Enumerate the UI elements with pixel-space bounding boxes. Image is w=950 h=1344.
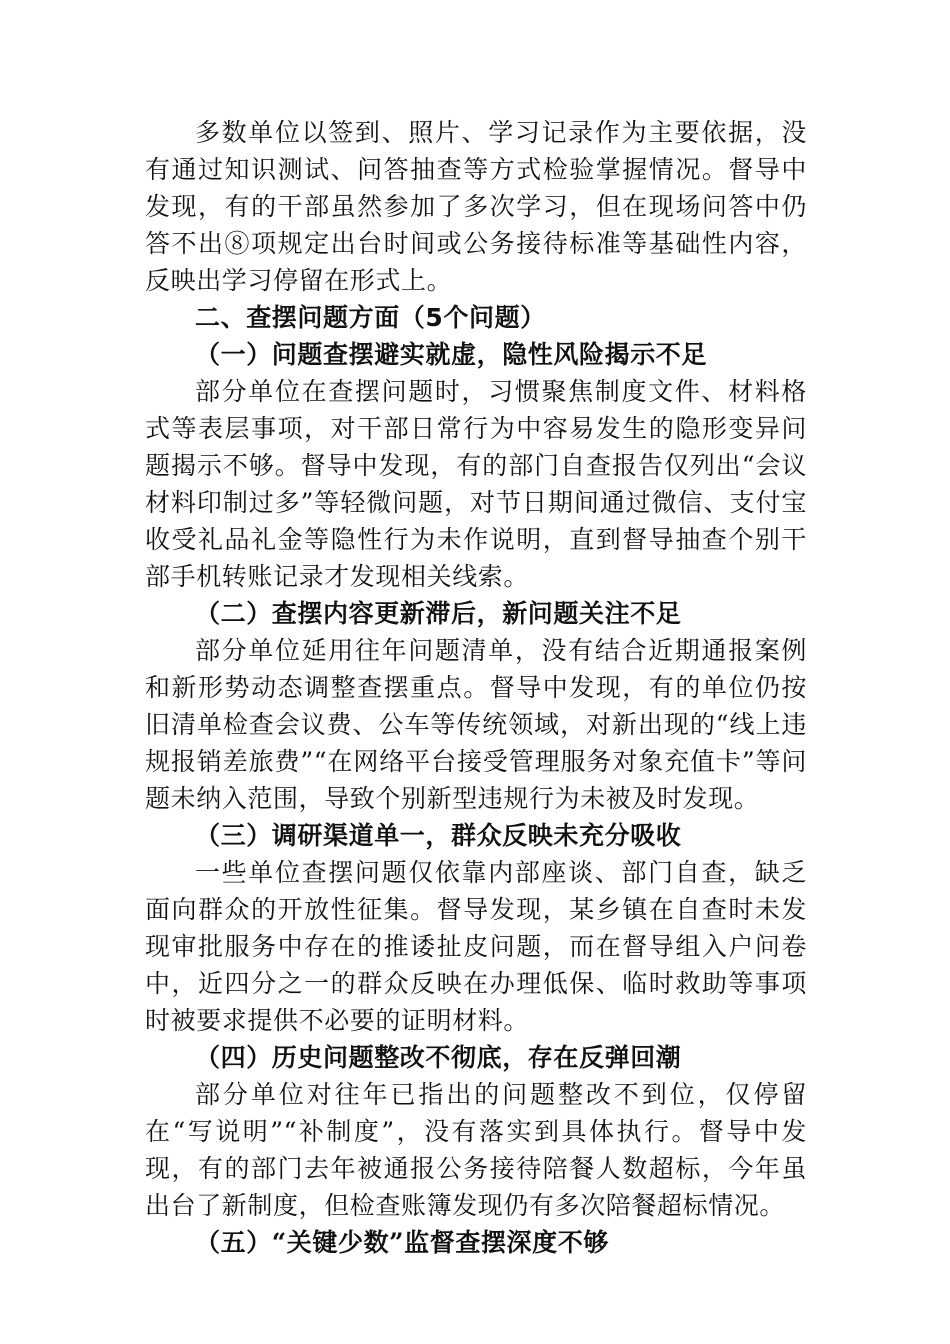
subsection-2-title: （二）查摆内容更新滞后，新问题关注不足 <box>195 599 682 628</box>
document-page <box>145 114 807 1261</box>
intro-paragraph: 多数单位以签到、照片、学习记录作为主要依据，没有通过知识测试、问答抽查等方式检验掌握情况。督导中发现，有的干部虽然参加了多次学习，但在现场问答中仍答不出⑧项规定出台时间或公务接待标准等基础性内容，反映出学习停留在形式上。 <box>145 118 807 295</box>
subsection-5-title: （五）“关键少数”监督查摆深度不够 <box>195 1228 609 1257</box>
subsection-4-body: 部分单位对往年已指出的问题整改不到位，仅停留在“写说明”“补制度”，没有落实到具体执行。督导中发现，有的部门去年被通报公务接待陪餐人数超标，今年虽出台了新制度，但检查账簿发现仍有多次陪餐超标情况。 <box>145 1080 807 1220</box>
subsection-4-title: （四）历史问题整改不彻底，存在反弹回潮 <box>195 1043 682 1072</box>
section-title: 二、查摆问题方面（5个问题） <box>195 303 546 332</box>
subsection-1-body: 部分单位在查摆问题时，习惯聚焦制度文件、材料格式等表层事项，对干部日常行为中容易发生的隐形变异问题揭示不够。督导中发现，有的部门自查报告仅列出“会议材料印制过多”等轻微问题，对节日期间通过微信、支付宝收受礼品礼金等隐性行为未作说明，直到督导抽查个别干部手机转账记录才发现相关线索。 <box>145 377 807 591</box>
subsection-1-title: （一）问题查摆避实就虚，隐性风险揭示不足 <box>195 340 708 369</box>
subsection-3-body: 一些单位查摆问题仅依靠内部座谈、部门自查，缺乏面向群众的开放性征集。督导发现，某乡镇在自查时未发现审批服务中存在的推诿扯皮问题，而在督导组入户问卷中，近四分之一的群众反映在办理低保、临时救助等事项时被要求提供不必要的证明材料。 <box>145 858 807 1035</box>
subsection-2-body: 部分单位延用往年问题清单，没有结合近期通报案例和新形势动态调整查摆重点。督导中发现，有的单位仍按旧清单检查会议费、公车等传统领域，对新出现的“线上违规报销差旅费”“在网络平台接受管理服务对象充值卡”等问题未纳入范围，导致个别新型违规行为未被及时发现。 <box>145 636 807 813</box>
subsection-3-title: （三）调研渠道单一，群众反映未充分吸收 <box>195 821 682 850</box>
